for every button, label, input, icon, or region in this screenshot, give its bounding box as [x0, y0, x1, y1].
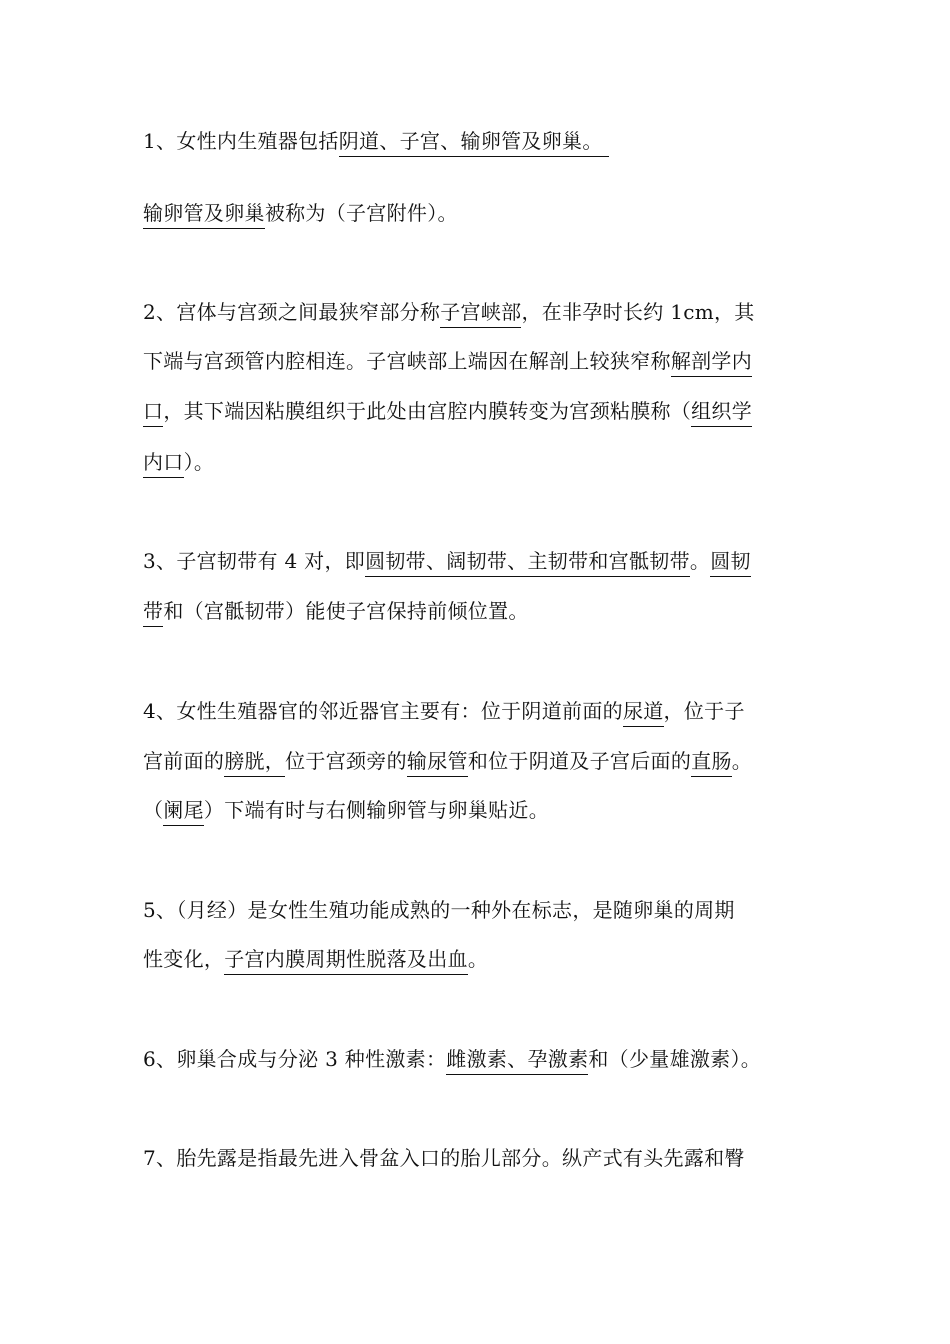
q4-answer-bladder: 膀胱， [224, 749, 285, 777]
q3-answer-ligaments: 圆韧带、阔韧带、主韧带和宫骶韧带 [365, 549, 690, 577]
q2-answer-anatomical-os-2: 口 [143, 399, 163, 427]
q3-line-2: 带和（宫骶韧带）能使子宫保持前倾位置。 [143, 597, 529, 625]
q4-line-2: 宫前面的膀胱，位于宫颈旁的输尿管和位于阴道及子宫后面的直肠。 [143, 747, 752, 775]
q2-answer-anatomical-os-1: 解剖学内 [671, 349, 752, 377]
q3-answer-round-ligament-2: 带 [143, 599, 163, 627]
q6-answer-hormones: 雌激素、孕激素 [446, 1047, 588, 1075]
q4-answer-appendix: 阑尾 [163, 798, 204, 826]
q4-line-1: 4、女性生殖器官的邻近器官主要有：位于阴道前面的尿道，位于子 [143, 697, 745, 725]
q5-answer-endometrium: 子宫内膜周期性脱落及出血 [224, 947, 468, 975]
q1-answer-adnexa-subject: 输卵管及卵巢 [143, 201, 265, 229]
q4-answer-rectum: 直肠 [691, 749, 732, 777]
q1-line-2 [143, 199, 458, 227]
q2-line-4: 内口）。 [143, 448, 214, 476]
q4-answer-urethra: 尿道 [623, 699, 664, 727]
q1-text-2: 被称为（子宫附件）。 [264, 201, 458, 225]
q2-answer-isthmus: 子宫峡部 [440, 300, 521, 328]
q1-answer-organs: 阴道、子宫、输卵管及卵巢。 [339, 129, 603, 157]
q3-answer-round-ligament-1: 圆韧 [710, 549, 751, 577]
q1-text: 1、女性内生殖器包括 [143, 129, 339, 153]
q1-line-1 [143, 127, 609, 155]
q4-answer-ureter: 输尿管 [407, 749, 468, 777]
q5-line-2: 性变化，子宫内膜周期性脱落及出血。 [143, 945, 488, 973]
q2-line-1: 2、宫体与宫颈之间最狭窄部分称子宫峡部，在非孕时长约 1cm，其 [143, 298, 755, 326]
q2-answer-histological-os-2: 内口 [143, 450, 184, 478]
q5-line-1: 5、（月经）是女性生殖功能成熟的一种外在标志，是随卵巢的周期 [143, 898, 735, 922]
q2-line-3: 口，其下端因粘膜组织于此处由宫腔内膜转变为宫颈粘膜称（组织学 [143, 397, 752, 425]
q3-line-1: 3、子宫韧带有 4 对，即圆韧带、阔韧带、主韧带和宫骶韧带。圆韧 [143, 547, 751, 575]
q6-line-1: 6、卵巢合成与分泌 3 种性激素：雌激素、孕激素和（少量雄激素）。 [143, 1045, 761, 1073]
q7-line-1: 7、胎先露是指最先进入骨盆入口的胎儿部分。纵产式有头先露和臀 [143, 1146, 745, 1170]
q2-answer-histological-os-1: 组织学 [691, 399, 752, 427]
q4-line-3: （阑尾）下端有时与右侧输卵管与卵巢贴近。 [143, 796, 549, 824]
q2-line-2: 下端与宫颈管内腔相连。子宫峡部上端因在解剖上较狭窄称解剖学内 [143, 347, 752, 375]
